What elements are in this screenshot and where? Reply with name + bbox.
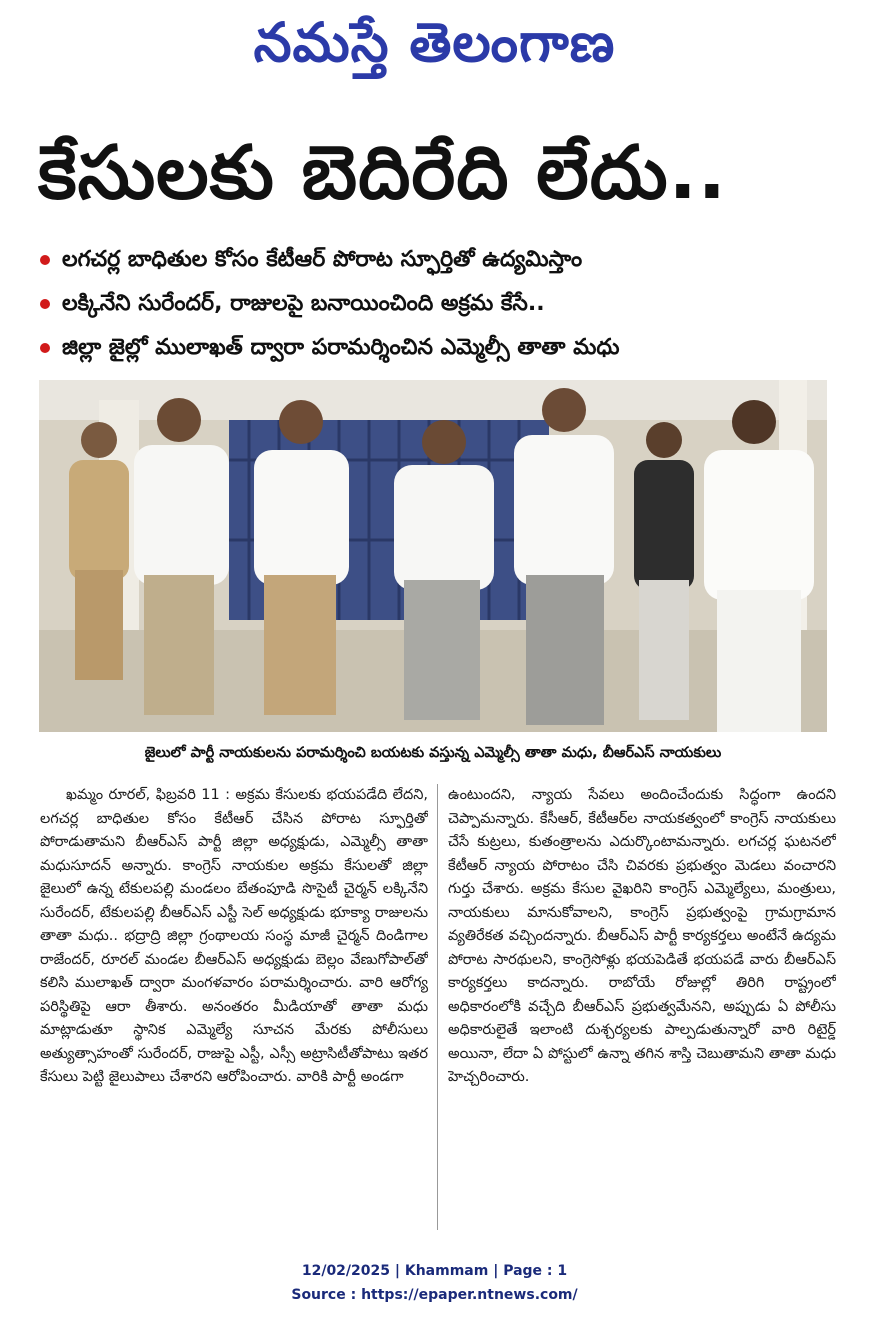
subheadline-item bbox=[40, 282, 840, 326]
article-column-left: ఖమ్మం రూరల్, ఫిబ్రవరి 11 : అక్రమ కేసులకు భయపడేది లేదని, లగచర్ల బాధితుల కోసం కేటీఆర్ చేసిన పోరాట స్ఫూర్తితో పోరాడుతామని బీఆర్ఎస్ పార్టీ జిల్లా అధ్యక్షుడు, ఎమ్మెల్సీ తాతా మధుసూదన్ అన్నారు. కాంగ్రెస్ నాయకుల అక్రమ కేసులతో జిల్లా జైలులో ఉన్న టేకులపల్లి మండలం బేతంపూడి సొసైటీ చైర్మన్ లక్కినేని సురేందర్, టేకులపల్లి బీఆర్ఎస్ ఎస్టీ సెల్ అధ్యక్షుడు భూక్యా రాజులను తాతా మధు.. భద్రాద్రి జిల్లా గ్రంథాలయ సంస్థ మాజీ చైర్మన్ దిండిగాల రాజేందర్, రూరల్ మండల బీఆర్ఎస్ అధ్యక్షుడు బెల్లం వేణుగోపాల్‌తో కలిసి ములాఖత్ ద్వారా మంగళవారం పరామర్శించారు. వారి ఆరోగ్య పరిస్థితిపై ఆరా తీశారు. అనంతరం మీడియాతో తాతా మధు మాట్లాడుతూ స్థానిక ఎమ్మెల్యే సూచన మేరకు పోలీసులు అత్యుత్సాహంతో సురేందర్, రాజుపై ఎస్టీ, ఎస్సీ అట్రాసిటీతోపాటు ఇతర కేసులు పెట్టి జైలుపాలు చేశారని ఆరోపించారు. వారికి పార్టీ అండగా bbox=[40, 787, 428, 1085]
subheadline-text: జిల్లా జైల్లో ములాఖత్ ద్వారా పరామర్శించిన ఎమ్మెల్సీ తాతా మధు bbox=[62, 335, 620, 360]
subheadline-item bbox=[40, 238, 840, 282]
masthead-logo: నమస్తే తెలంగాణ bbox=[253, 10, 616, 74]
footer-source-link[interactable]: Source : https://epaper.ntnews.com/ bbox=[291, 1287, 578, 1303]
news-photo bbox=[39, 380, 827, 732]
column-divider bbox=[437, 784, 438, 1230]
subheadline-item bbox=[40, 326, 840, 370]
article-column-right: ఉంటుందని, న్యాయ సేవలు అందించేందుకు సిద్ధంగా ఉందని చెప్పామన్నారు. కేసీఆర్, కేటీఆర్‌ల నాయకత్వంలో కాంగ్రెస్ నాయకులు చేసే కుట్రలు, కుతంత్రాలను ఎదుర్కొంటామన్నారు. లగచర్ల ఘటనలో కేటీఆర్ న్యాయ పోరాటం చేసి చివరకు ప్రభుత్వం మెడలు వంచారని గుర్తు చేశారు. అక్రమ కేసుల వైఖరిని కాంగ్రెస్ ఎమ్మెల్యేలు, మంత్రులు, నాయకులు మానుకోవాలని, కాంగ్రెస్ ప్రభుత్వంపై గ్రామగ్రామాన వ్యతిరేకత వచ్చిందన్నారు. బీఆర్ఎస్ పార్టీ కార్యకర్తలు అంటేనే ఉద్యమ పోరాట సారథులని, కాంగ్రెసోళ్లు భయపెడితే భయపడే వారు బీఆర్ఎస్ కార్యకర్తలు కాదన్నారు. రాబోయే రోజుల్లో తిరిగి రాష్ట్రంలో అధికారంలోకి వచ్చేది బీఆర్ఎస్ ప్రభుత్వమేనని, అప్పుడు ఏ పోలీసు అధికారులైతే ఇలాంటి దుశ్చర్యలకు పాల్పడుతున్నారో వారి రిటైర్డ్ అయినా, లేదా ఏ పోస్టులో ఉన్నా తగిన శాస్తి చెబుతామని తాతా మధు హెచ్చరించారు. bbox=[448, 787, 836, 1085]
bullet-dot-icon bbox=[40, 255, 50, 265]
bullet-dot-icon bbox=[40, 343, 50, 353]
footer-date-edition: 12/02/2025 | Khammam | Page : 1 bbox=[301, 1263, 568, 1279]
subheadline-text: లగచర్ల బాధితుల కోసం కేటీఆర్ పోరాట స్ఫూర్తితో ఉద్యమిస్తాం bbox=[62, 247, 583, 272]
photo-caption: జైలులో పార్టీ నాయకులను పరామర్శించి బయటకు వస్తున్న ఎమ్మెల్సీ తాతా మధు, బీఆర్ఎస్ నాయకులు bbox=[144, 745, 722, 761]
bullet-dot-icon bbox=[40, 299, 50, 309]
subheadline-list bbox=[40, 238, 840, 370]
headline: కేసులకు బెదిరేది లేదు.. bbox=[38, 130, 727, 216]
subheadline-text: లక్కినేని సురేందర్, రాజులపై బనాయించింది అక్రమ కేసే.. bbox=[62, 291, 545, 316]
